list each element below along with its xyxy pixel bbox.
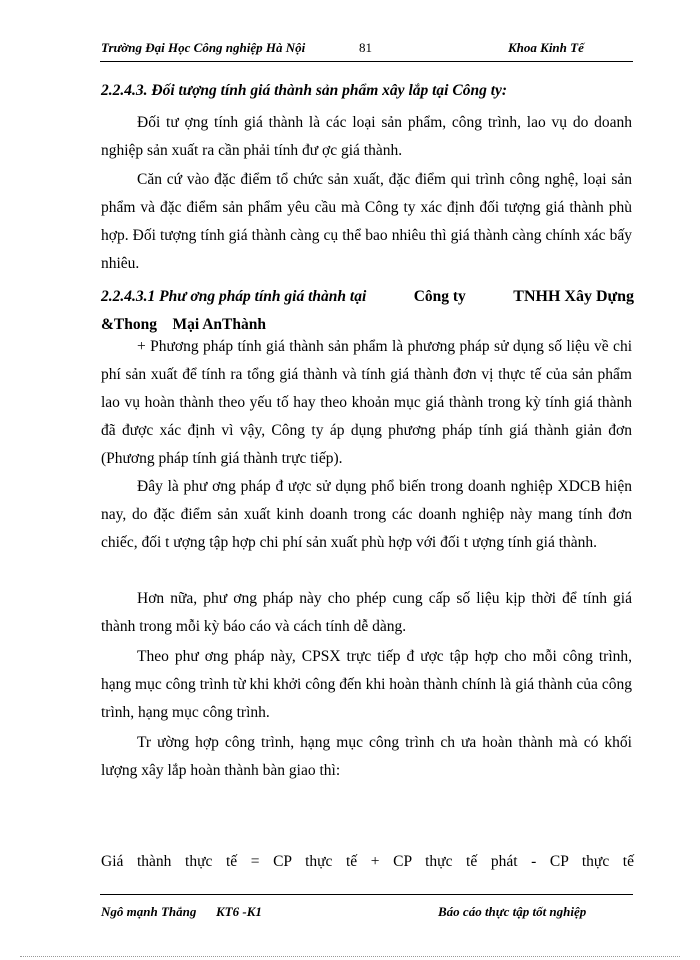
section-2-heading-company: Công ty <box>413 288 466 305</box>
section-2-heading-name-line1: TNHH Xây Dựng <box>513 288 634 305</box>
header-faculty: Khoa Kinh Tế <box>508 40 584 55</box>
section-2-paragraph-1: + Phương pháp tính giá thành sản phẩm là phương pháp sử dụng số liệu về chi phí sản xuất để tính ra tổng giá thành và tính giá thành đơn vị thực tế của sản phẩm lao vụ hoàn thành theo yếu tố hay theo khoản mục giá thành trong kỳ tính giá thành đã được xác định vì vậy, Công ty áp dụng phương pháp tính giá thành giản đơn (Phương pháp tính giá thành trực tiếp). <box>101 338 632 467</box>
formula-line: Giá thành thực tế = CP thực tế + CP thực tế phát - CP thực tế <box>101 853 634 870</box>
section-2-heading <box>101 283 634 339</box>
section-2-paragraph-3: Hơn nữa, phư ơng pháp này cho phép cung cấp số liệu kịp thời để tính giá thành trong mỗi kỳ báo cáo và cách tính dễ dàng. <box>101 590 632 635</box>
header-page-number: 81 <box>359 40 372 55</box>
header-school: Trường Đại Học Công nghiệp Hà Nội <box>101 40 306 55</box>
section-2-paragraph-4: Theo phư ơng pháp này, CPSX trực tiếp đ ược tập hợp cho mỗi công trình, hạng mục công trình từ khi khởi công đến khi hoàn thành chính là giá thành của công trình, hạng mục công trình. <box>101 648 632 721</box>
page-bottom-dotted-border <box>20 956 680 957</box>
section-1-heading: 2.2.4.3. Đối tượng tính giá thành sản phẩm xây lắp tại Công ty: <box>101 82 508 99</box>
section-1-paragraph-1: Đối tư ợng tính giá thành là các loại sản phẩm, công trình, lao vụ do doanh nghiệp sản xuất ra cần phải tính đư ợc giá thành. <box>101 114 632 159</box>
footer-rule <box>100 894 633 895</box>
section-2-heading-title: 2.2.4.3.1 Phư ơng pháp tính giá thành tại <box>101 288 367 305</box>
footer-report: Báo cáo thực tập tốt nghiệp <box>438 904 587 919</box>
header-rule <box>100 61 633 62</box>
section-2-heading-name-line2: &Thong Mại AnThành <box>101 316 266 333</box>
footer-class: KT6 -K1 <box>216 904 262 919</box>
section-1-paragraph-2: Căn cứ vào đặc điểm tổ chức sản xuất, đặc điểm qui trình công nghệ, loại sản phẩm và đặc điểm sản phẩm yêu cầu mà Công ty xác định đối tượng giá thành phù hợp. Đối tượng tính giá thành càng cụ thể bao nhiêu thì giá thành càng chính xác bấy nhiêu. <box>101 171 632 272</box>
footer-author: Ngô mạnh Thắng <box>101 904 197 919</box>
section-2-paragraph-5: Tr ường hợp công trình, hạng mục công trình ch ưa hoàn thành mà có khối lượng xây lắp hoàn thành bàn giao thì: <box>101 734 632 779</box>
section-2-paragraph-2: Đây là phư ơng pháp đ ược sử dụng phổ biến trong doanh nghiệp XDCB hiện nay, do đặc điểm sản xuất kinh doanh trong các doanh nghiệp này mang tính đơn chiếc, đối t ượng tập hợp chi phí sản xuất phù hợp với đối t ượng tính giá thành. <box>101 478 632 551</box>
